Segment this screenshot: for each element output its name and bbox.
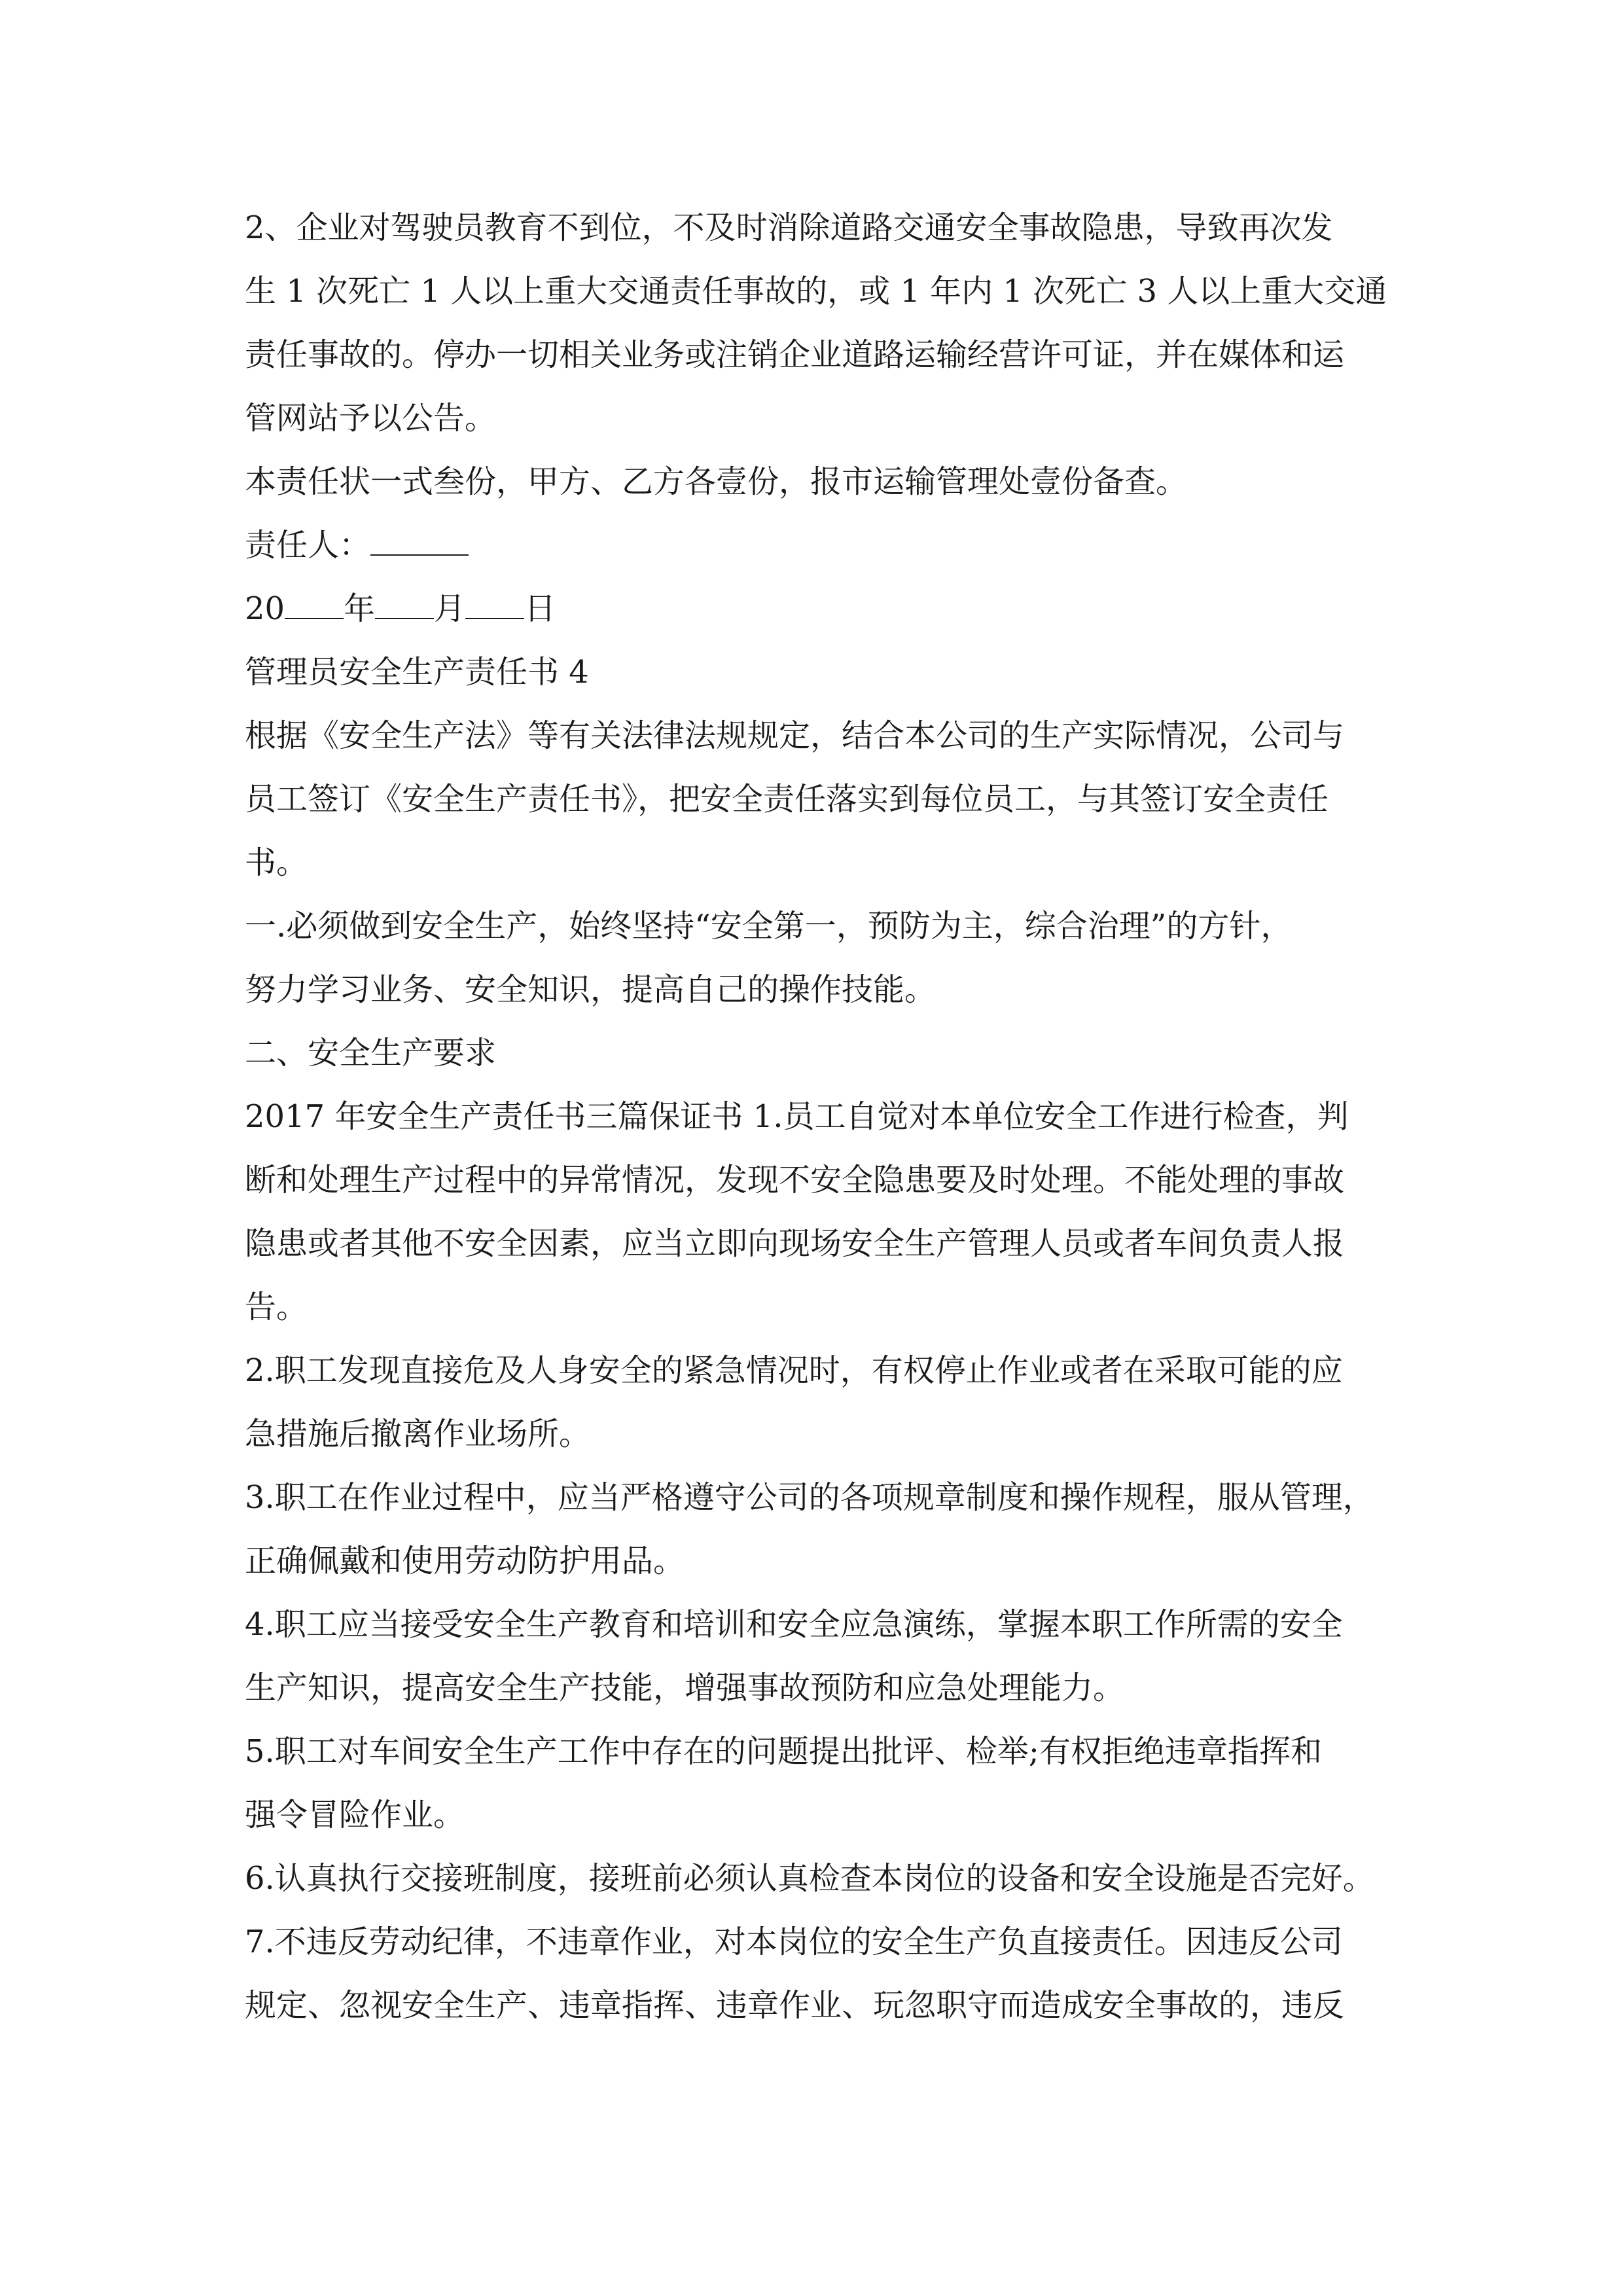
text-line: 生 1 次死亡 1 人以上重大交通责任事故的，或 1 年内 1 次死亡 3 人以上重大交通 xyxy=(245,273,1387,310)
text-line: 员工签订《安全生产责任书》，把安全责任落实到每位员工，与其签订安全责任 xyxy=(245,781,1329,817)
signature-label: 责任人： xyxy=(245,527,371,564)
day-blank xyxy=(465,589,524,619)
text-line: 强令冒险作业。 xyxy=(245,1797,465,1833)
text-line: 正确佩戴和使用劳动防护用品。 xyxy=(245,1543,685,1579)
text-line: 规定、忽视安全生产、违章指挥、违章作业、玩忽职守而造成安全事故的，违反 xyxy=(245,1987,1345,2024)
paragraph-requirements-heading xyxy=(245,1022,1382,1085)
signature-blank xyxy=(370,526,469,556)
text-line: 管网站予以公告。 xyxy=(245,400,497,437)
text-line: 断和处理生产过程中的异常情况，发现不安全隐患要及时处理。不能处理的事故 xyxy=(245,1162,1345,1198)
paragraph-item-6 xyxy=(245,1847,1382,1910)
text-line: 书。 xyxy=(245,844,308,881)
paragraph-item-4 xyxy=(245,1593,1382,1720)
section-title xyxy=(245,641,1382,704)
text-line: 7.不违反劳动纪律，不违章作业，对本岗位的安全生产负直接责任。因违反公司 xyxy=(245,1924,1343,1960)
text-line: 生产知识，提高安全生产技能，增强事故预防和应急处理能力。 xyxy=(245,1670,1125,1706)
document-body xyxy=(245,196,1387,2037)
text-line: 2、企业对驾驶员教育不到位，不及时消除道路交通安全事故隐患，导致再次发 xyxy=(245,209,1333,246)
paragraph-item-7 xyxy=(245,1910,1382,2037)
text-line: 5.职工对车间安全生产工作中存在的问题提出批评、检举;有权拒绝违章指挥和 xyxy=(245,1733,1322,1770)
text-line: 4.职工应当接受安全生产教育和培训和安全应急演练，掌握本职工作所需的安全 xyxy=(245,1606,1343,1643)
date-line xyxy=(245,577,1382,641)
paragraph-item-3 xyxy=(245,1466,1382,1593)
month-blank xyxy=(375,589,434,619)
text-line: 急措施后撤离作业场所。 xyxy=(245,1416,591,1452)
text-line: 6.认真执行交接班制度，接班前必须认真检查本岗位的设备和安全设施是否完好。 xyxy=(245,1860,1374,1897)
text-line: 一.必须做到安全生产，始终坚持“安全第一，预防为主，综合治理”的方针， xyxy=(245,908,1293,944)
text-line: 二、安全生产要求 xyxy=(245,1035,497,1071)
text-line: 2017 年安全生产责任书三篇保证书 1.员工自觉对本单位安全工作进行检查，判 xyxy=(245,1098,1349,1135)
paragraph-intro xyxy=(245,704,1382,895)
date-prefix: 20 xyxy=(245,590,285,627)
date-day-label: 日 xyxy=(524,590,556,627)
text-line: 责任事故的。停办一切相关业务或注销企业道路运输经营许可证，并在媒体和运 xyxy=(245,336,1345,373)
paragraph-principle xyxy=(245,895,1382,1022)
text-line: 2.职工发现直接危及人身安全的紧急情况时，有权停止作业或者在采取可能的应 xyxy=(245,1352,1343,1389)
paragraph-accident-penalty xyxy=(245,196,1387,450)
text-line: 告。 xyxy=(245,1289,308,1325)
paragraph-item-2 xyxy=(245,1339,1382,1466)
text-line: 隐患或者其他不安全因素，应当立即向现场安全生产管理人员或者车间负责人报 xyxy=(245,1225,1345,1262)
section-title-text: 管理员安全生产责任书 4 xyxy=(245,654,589,691)
paragraph-copies xyxy=(245,450,1382,514)
date-year-label: 年 xyxy=(344,590,376,627)
text-line: 努力学习业务、安全知识，提高自己的操作技能。 xyxy=(245,971,936,1008)
text-line: 3.职工在作业过程中，应当严格遵守公司的各项规章制度和操作规程，服从管理， xyxy=(245,1479,1374,1516)
text-line: 根据《安全生产法》等有关法律法规规定，结合本公司的生产实际情况，公司与 xyxy=(245,717,1345,754)
paragraph-item-5 xyxy=(245,1720,1382,1847)
paragraph-item-1 xyxy=(245,1085,1382,1339)
date-month-label: 月 xyxy=(434,590,466,627)
year-blank xyxy=(285,589,344,619)
text-line: 本责任状一式叁份，甲方、乙方各壹份，报市运输管理处壹份备查。 xyxy=(245,463,1188,500)
signature-line xyxy=(245,514,1382,577)
